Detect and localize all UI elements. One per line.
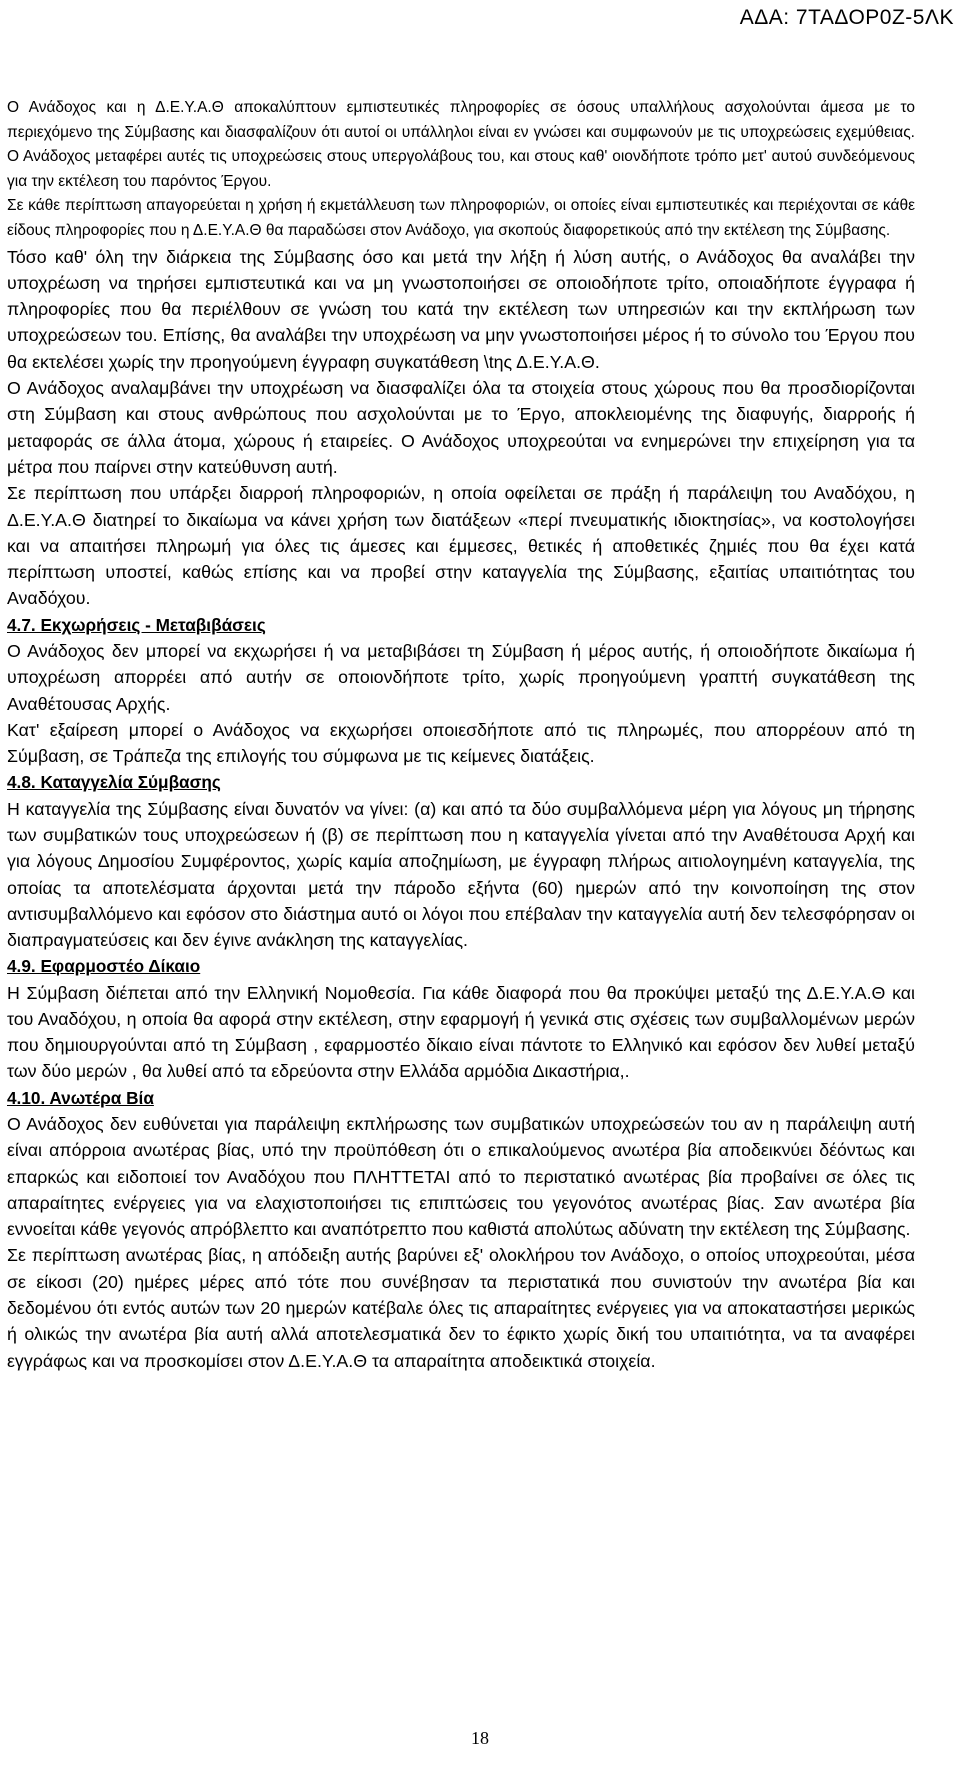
page-number: 18 [471,1728,489,1748]
section-4-10-paragraph-1: Ο Ανάδοχος δεν ευθύνεται για παράλειψη εκπλήρωσης των συμβατικών υποχρεώσεών του αν η παράλειψη αυτή είναι απόρροια ανωτέρας βίας, υπό την προϋπόθεση ότι ο επικαλούμενος ανωτέρα βία αποδεικνύει δέόντως και επαρκώς και ειδοποιεί τον Αναδόχου που ΠΛΗΤΤΕΤΑΙ από το περιστατικό ανωτέρας βία προβαίνει σε όλες τις απαραίτητες ενέργειες για να ελαχιστοποιήσει τις επιπτώσεις του γεγονότος ανωτέρας βίας. Σαν ανωτέρα βία εννοείται κάθε γεγονός απρόβλεπτο και αναπότρεπτο που καθιστά απολύτως αδύνατη την εκτέλεση της Σύμβασης. [7,1113,915,1240]
paragraph-confidentiality-5: Σε περίπτωση που υπάρξει διαρροή πληροφοριών, η οποία οφείλεται σε πράξη ή παράλειψη του Αναδόχου, η Δ.Ε.Υ.Α.Θ διατηρεί το δικαίωμα να κάνει χρήση των διατάξεων «περί πνευματικής ιδιοκτησίας», να κοστολογήσει και να απαιτήσει πληρωμή για όλες τις άμεσες και έμμεσες, θετικές ή αποθετικές ζημιές που θα έχει κατά περίπτωση υποστεί, καθώς επίσης και να προβεί στην καταγγελία της Σύμβασης, εξαιτίας υπαιτιότητας του Αναδόχου. [7,483,915,609]
section-4-8-paragraph-1: Η καταγγελία της Σύμβασης είναι δυνατόν να γίνει: (α) και από τα δύο συμβαλλόμενα μέρη για λόγους μη τήρησης των συμβατικών τους υποχρεώσεων ή (β) σε περίπτωση που η καταγγελία γίνεται από την Αναθέτουσα Αρχή και για λόγους Δημοσίου Συμφέροντος, χωρίς καμία αποζημίωση, με έγγραφη πλήρως αιτιολογημένη καταγγελία, της οποίας τα αποτελέσματα άρχονται μετά την πάροδο εξήντα (60) ημερών από την κοινοποίηση της στον αντισυμβαλλόμενο και εφόσον στο διάστημα αυτό οι λόγοι που επέβαλαν την καταγγελία αυτή δεν τελεσφόρησαν οι διαπραγματεύσεις και δεν έγινε ανάκληση της καταγγελίας. [7,798,915,951]
section-heading-4-9: 4.9. Εφαρμοστέο Δίκαιο [7,956,201,977]
document-body [7,96,915,1374]
paragraph-confidentiality-3: Τόσο καθ' όλη την διάρκεια της Σύμβασης όσο και μετά την λήξη ή λύση αυτής, ο Ανάδοχος θα αναλάβει την υποχρέωση να τηρήσει εμπιστευτικά και να μη γνωστοποιήσει σε οποιοδήποτε τρίτο, οποιαδήποτε έγγραφα ή πληροφορίες που θα περιέλθουν σε γνώση του κατά την εκτέλεση των υπηρεσιών και την εκπλήρωση των υποχρεώσεων του. Επίσης, θα αναλάβει την υποχρέωση να μην γνωστοποιήσει μέρος ή το σύνολο του Έργου που θα εκτελέσει χωρίς την προηγούμενη έγγραφη συγκατάθεση \tης Δ.Ε.Υ.Α.Θ. [7,246,915,372]
paragraph-confidentiality-4: Ο Ανάδοχος αναλαμβάνει την υποχρέωση να διασφαλίζει όλα τα στοιχεία στους χώρους που θα προσδιορίζονται στη Σύμβαση και στους ανθρώπους που ασχολούνται με το Έργο, αποκλειομένης της διαφυγής, διαρροής ή μεταφοράς σε άλλα άτομα, χώρους ή εταιρείες. Ο Ανάδοχος υποχρεούται να ενημερώνει την επιχείρηση για τα μέτρα που παίρνει στην κατεύθυνση αυτή. [7,378,915,477]
paragraph-confidentiality-1: Ο Ανάδοχος και η Δ.Ε.Υ.Α.Θ αποκαλύπτουν εμπιστευτικές πληροφορίες σε όσους υπαλλήλους ασχολούνται άμεσα με το περιεχόμενο της Σύμβασης και διασφαλίζουν ότι αυτοί οι υπάλληλοι είναι εν γνώσει και συμφωνούν με τις υποχρεώσεις εχεμύθειας. Ο Ανάδοχος μεταφέρει αυτές τις υποχρεώσεις στους υπεργολάβους του, και στους καθ' οιονδήποτε τρόπο μετ' αυτού συνδεόμενους για την εκτέλεση του παρόντος Έργου. [7,99,915,190]
section-4-10-paragraph-2: Σε περίπτωση ανωτέρας βίας, η απόδειξη αυτής βαρύνει εξ' ολοκλήρου τον Ανάδοχο, ο οποίος υποχρεούται, μέσα σε είκοσι (20) ημέρες μέρες από τότε που συνέβησαν τα περιστατικά που συνιστούν την ανωτέρα βία και δεδομένου ότι εντός αυτών των 20 ημερών κατέβαλε όλες τις απαραίτητες ενέργειες για να αποκαταστήσει μερικώς ή ολικώς την ανωτέρα βία αυτή αλλά αποτελεσματικά δεν το έφικτο χωρίς δική του υπαιτιότητα, να τα αναφέρει εγγράφως και να προσκομίσει στον Δ.Ε.Υ.Α.Θ τα απαραίτητα αποδεικτικά στοιχεία. [7,1245,915,1371]
ada-code: ΑΔΑ: 7ΤΑΔΟΡ0Ζ-5ΛΚ [739,6,954,29]
paragraph-confidentiality-2: Σε κάθε περίπτωση απαγορεύεται η χρήση ή εκμετάλλευση των πληροφοριών, οι οποίες είναι εμπιστευτικές και περιέχονται σε κάθε είδους πληροφορίες που η Δ.Ε.Υ.Α.Θ θα παραδώσει στον Ανάδοχο, για σκοπούς διαφορετικούς από την εκτέλεση της Σύμβασης. [7,197,915,239]
section-heading-4-7: 4.7. Εκχωρήσεις - Μεταβιβάσεις [7,614,266,635]
section-heading-4-10: 4.10. Ανωτέρα Βία [7,1087,154,1108]
section-4-7-paragraph-2: Κατ' εξαίρεση μπορεί ο Ανάδοχος να εκχωρήσει οποιεσδήποτε από τις πληρωμές, που απορρέουν από τη Σύμβαση, σε Τράπεζα της επιλογής του σύμφωνα με τις κείμενες διατάξεις. [7,719,915,767]
section-heading-4-8: 4.8. Καταγγελία Σύμβασης [7,772,221,793]
section-4-7-paragraph-1: Ο Ανάδοχος δεν μπορεί να εκχωρήσει ή να μεταβιβάσει τη Σύμβαση ή μέρος αυτής, ή οποιοδήποτε δικαίωμα ή υποχρέωση απορρέει από αυτήν σε οποιονδήποτε τρίτο, χωρίς προηγούμενη γραπτή συγκατάθεση της Αναθέτουσας Αρχής. [7,640,915,714]
section-4-9-paragraph-1: Η Σύμβαση διέπεται από την Ελληνική Νομοθεσία. Για κάθε διαφορά που θα προκύψει μεταξύ της Δ.Ε.Υ.Α.Θ και του Αναδόχου, η οποία θα αφορά στην εκτέλεση, στην εφαρμογή ή γενικά στις σχέσεις των συμβαλλομένων μερών που δημιουργούνται από τη Σύμβαση , εφαρμοστέο δίκαιο είναι πάντοτε το Ελληνικό και εφόσον δεν λυθεί μεταξύ των δύο μερών , θα λυθεί από τα εδρεύοντα στην Ελλάδα αρμόδια Δικαστήρια,. [7,982,915,1082]
